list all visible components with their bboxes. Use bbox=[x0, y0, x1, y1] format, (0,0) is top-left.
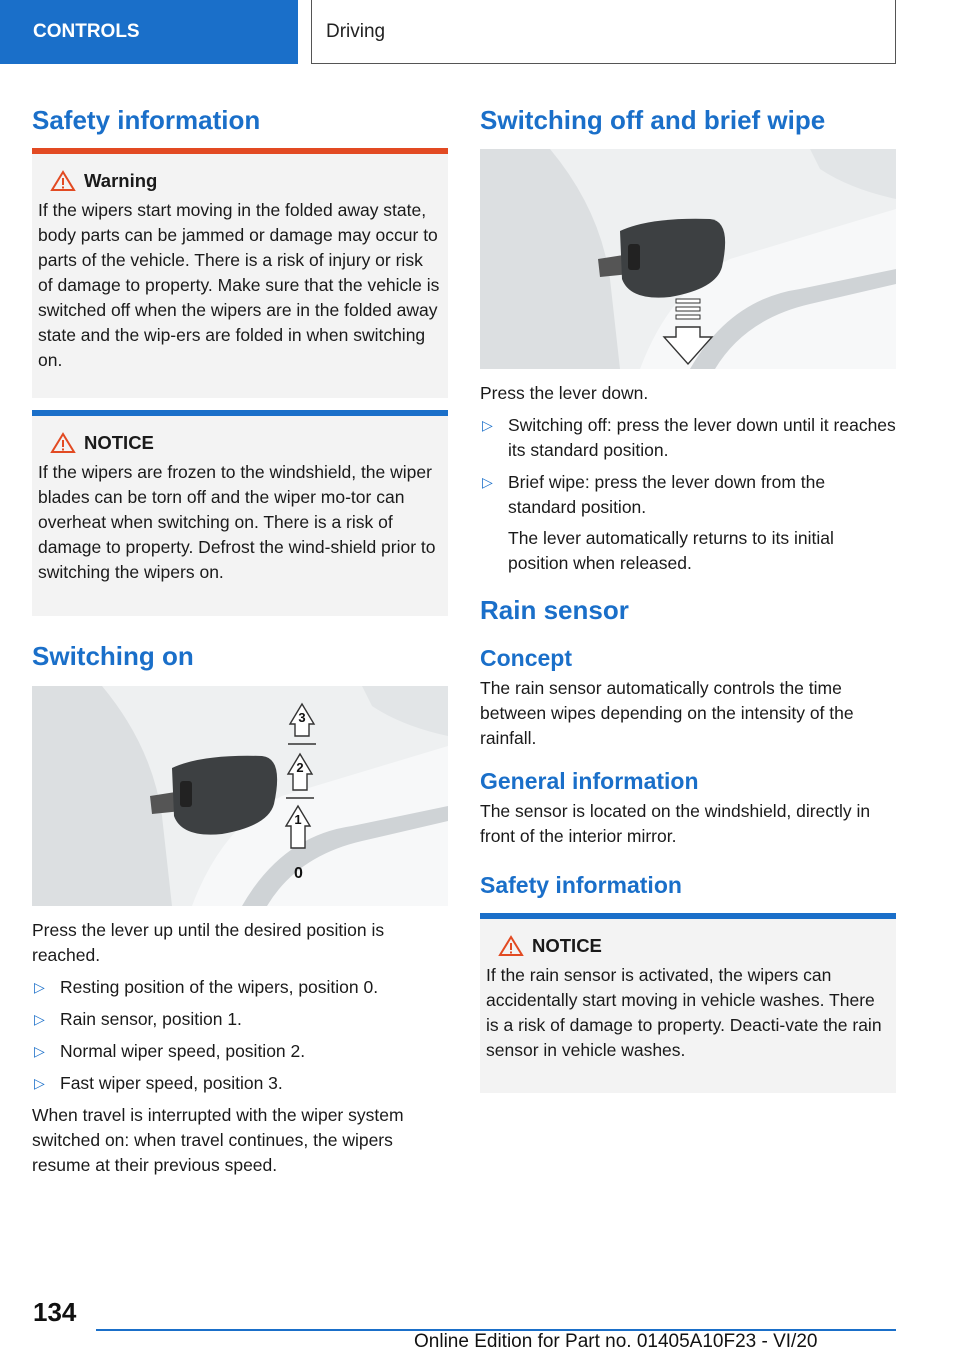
bullet-triangle-icon: ▷ bbox=[482, 474, 493, 490]
list-item: ▷ Normal wiper speed, position 2. bbox=[32, 1039, 448, 1064]
bullet-triangle-icon: ▷ bbox=[482, 417, 493, 433]
section-tab: CONTROLS bbox=[0, 0, 298, 64]
warning-triangle-icon bbox=[50, 170, 76, 192]
label-2: 2 bbox=[296, 760, 304, 775]
brief-wipe-subtext: The lever automatically returns to its initial position when released. bbox=[508, 528, 834, 573]
bullet-triangle-icon: ▷ bbox=[34, 1075, 45, 1091]
label-3: 3 bbox=[298, 710, 306, 725]
list-item: ▷ Rain sensor, position 1. bbox=[32, 1007, 448, 1032]
left-column bbox=[32, 96, 448, 1178]
switching-on-heading: Switching on bbox=[32, 641, 194, 671]
rain-notice-header bbox=[486, 929, 890, 963]
notice-triangle-icon bbox=[498, 935, 524, 957]
rain-notice-label: NOTICE bbox=[532, 935, 602, 956]
list-item: ▷ Fast wiper speed, position 3. bbox=[32, 1071, 448, 1096]
list-item: ▷ Brief wipe: press the lever down from the standard position. The lever automatically returns to its initial position when released. bbox=[480, 470, 896, 576]
notice-box bbox=[32, 410, 448, 616]
notice-triangle-icon bbox=[50, 432, 76, 454]
switching-on-intro: Press the lever up until the desired position is reached. bbox=[32, 920, 385, 965]
safety-info-heading: Safety information bbox=[32, 105, 261, 135]
switching-off-intro: Press the lever down. bbox=[480, 383, 649, 403]
notice-label: NOTICE bbox=[84, 432, 154, 453]
bullet-triangle-icon: ▷ bbox=[34, 979, 45, 995]
general-info-text: The sensor is located on the windshield, directly in front of the interior mirror. bbox=[480, 801, 871, 846]
notice-text: If the wipers are frozen to the windshield, the wiper blades can be torn off and the wiper mo-tor can overheat when switching on. There is a risk of damage to property. Defrost the wind-shield prior to switching the wipers on. bbox=[38, 462, 436, 582]
chapter-title: Driving bbox=[311, 0, 896, 64]
edition-text: Online Edition for Part no. 01405A10F23 - VI/20 bbox=[414, 1331, 818, 1352]
page-number: 134 bbox=[33, 1297, 77, 1327]
warning-label: Warning bbox=[84, 170, 158, 191]
general-info-heading: General information bbox=[480, 768, 699, 794]
position-list bbox=[32, 975, 448, 1096]
switching-off-list bbox=[480, 413, 896, 576]
concept-heading: Concept bbox=[480, 645, 572, 671]
switching-off-heading: Switching off and brief wipe bbox=[480, 105, 826, 135]
warning-header bbox=[38, 164, 442, 198]
wiper-lever-up-figure bbox=[32, 686, 448, 906]
rain-safety-heading: Safety information bbox=[480, 872, 682, 898]
rain-sensor-heading: Rain sensor bbox=[480, 595, 629, 625]
rain-notice-text: If the rain sensor is activated, the wipers can accidentally start moving in vehicle washes. There is a risk of damage to property. Deacti-vate the rain sensor in vehicle washes. bbox=[486, 965, 882, 1060]
bullet-triangle-icon: ▷ bbox=[34, 1011, 45, 1027]
label-0: 0 bbox=[294, 865, 303, 882]
concept-text: The rain sensor automatically controls the time between wipes depending on the intensity of the rainfall. bbox=[480, 678, 854, 748]
rain-notice-box bbox=[480, 913, 896, 1093]
warning-box bbox=[32, 148, 448, 398]
list-item: ▷ Resting position of the wipers, position 0. bbox=[32, 975, 448, 1000]
label-1: 1 bbox=[294, 812, 302, 827]
list-item: ▷ Switching off: press the lever down until it reaches its standard position. bbox=[482, 415, 896, 460]
bullet-triangle-icon: ▷ bbox=[34, 1043, 45, 1059]
right-column bbox=[480, 96, 896, 1093]
wiper-lever-down-figure bbox=[480, 149, 896, 369]
switching-on-outro: When travel is interrupted with the wiper system switched on: when travel continues, the wipers resume at their previous speed. bbox=[32, 1105, 404, 1175]
notice-header bbox=[38, 426, 442, 460]
warning-text: If the wipers start moving in the folded away state, body parts can be jammed or damage may occur to parts of the vehicle. There is a risk of injury or risk of damage to property. Make sure that the vehicle is switched off when the wipers are in the folded away state and the wip-ers are folded in when switching on. bbox=[38, 200, 440, 370]
